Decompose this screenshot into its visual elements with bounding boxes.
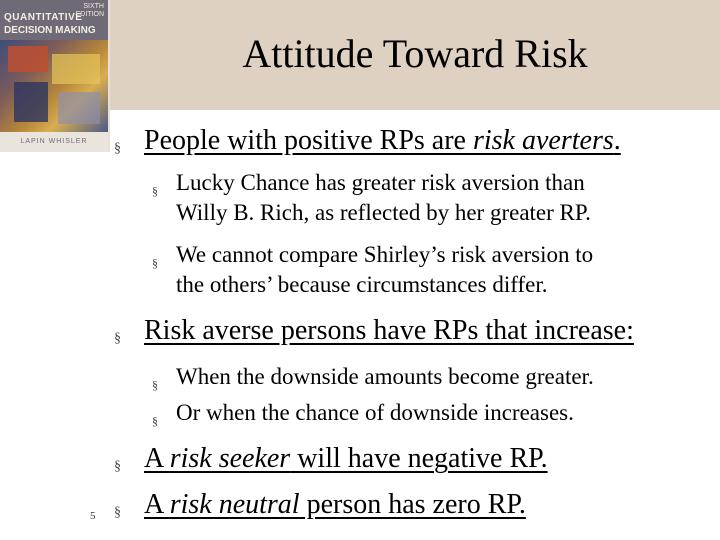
bullet-text: Risk averse persons have RPs that increase: xyxy=(144,315,634,346)
bullet-text: People with positive RPs are risk averters. xyxy=(144,125,621,156)
bullet-marker: § xyxy=(114,141,121,156)
bullet-marker: § xyxy=(152,414,158,428)
bullet-text: A risk seeker will have negative RP. xyxy=(144,443,548,474)
bullet-text: A risk neutral person has zero RP. xyxy=(144,489,526,520)
subbullet-text: When the downside amounts become greater. xyxy=(176,364,594,389)
slide-number: 5 xyxy=(90,510,96,522)
bullet-marker: § xyxy=(114,331,121,346)
bullet-marker: § xyxy=(152,184,158,198)
cover-title-line2: DECISION MAKING xyxy=(4,25,96,36)
bullet-marker: § xyxy=(114,459,121,474)
book-cover-image xyxy=(0,0,110,152)
bullet-marker: § xyxy=(114,505,121,520)
subbullet-line2: Willy B. Rich, as reflected by her greater RP. xyxy=(176,200,591,225)
cover-artwork xyxy=(0,40,108,132)
cover-title-line1: QUANTITATIVE xyxy=(4,12,83,23)
subbullet-line2: the others’ because circumstances differ. xyxy=(176,272,548,297)
bullet-marker: § xyxy=(152,378,158,392)
subbullet-line1: We cannot compare Shirley’s risk aversion to xyxy=(176,242,594,267)
cover-edition: SIXTH EDITION xyxy=(75,3,104,18)
slide-title: Attitude Toward Risk xyxy=(242,31,588,76)
subbullet-text: Or when the chance of downside increases. xyxy=(176,400,574,425)
cover-authors: LAPIN WHISLER xyxy=(0,132,108,152)
bullet-marker: § xyxy=(152,256,158,270)
subbullet-line1: Lucky Chance has greater risk aversion than xyxy=(176,170,585,195)
